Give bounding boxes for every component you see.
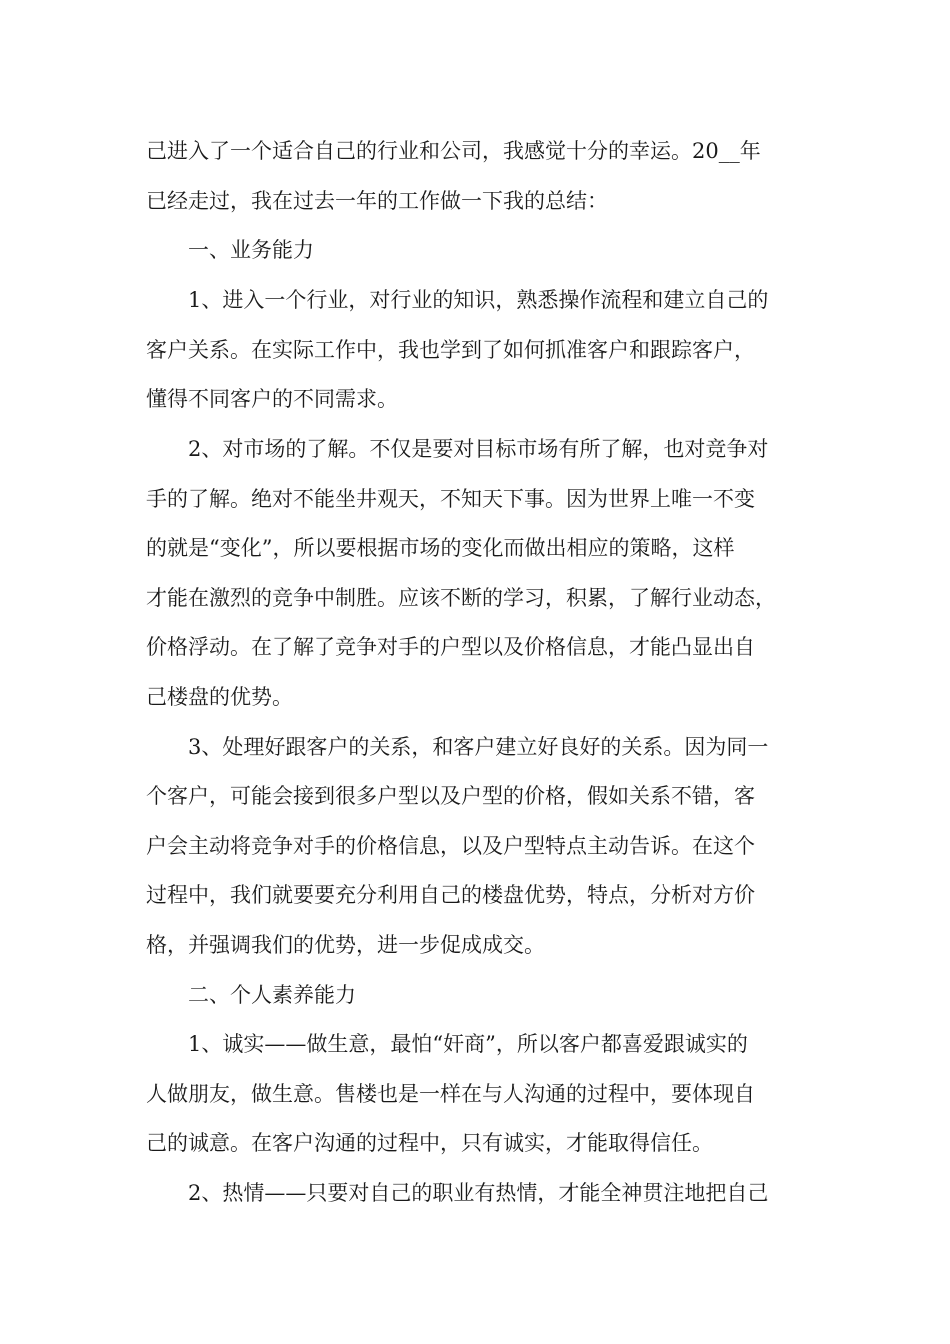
text-line: 1、诚实——做生意，最怕“奸商”，所以客户都喜爱跟诚实的 <box>188 1032 748 1056</box>
text-line: 2、热情——只要对自己的职业有热情，才能全神贯注地把自己 <box>188 1181 769 1205</box>
text-line: 的就是“变化”，所以要根据市场的变化而做出相应的策略，这样 <box>146 536 735 560</box>
text-line: 2、对市场的了解。不仅是要对目标市场有所了解，也对竞争对 <box>188 437 769 461</box>
section-heading: 一、业务能力 <box>188 238 314 262</box>
text-line: 户会主动将竞争对手的价格信息，以及户型特点主动告诉。在这个 <box>146 834 755 858</box>
text-line: 过程中，我们就要要充分利用自己的楼盘优势，特点，分析对方价 <box>146 883 755 907</box>
text-line: 己的诚意。在客户沟通的过程中，只有诚实，才能取得信任。 <box>146 1131 713 1155</box>
text-line: 格，并强调我们的优势，进一步促成成交。 <box>146 933 545 957</box>
text-line: 1、进入一个行业，对行业的知识，熟悉操作流程和建立自己的 <box>188 288 769 312</box>
text-line: 懂得不同客户的不同需求。 <box>146 387 398 411</box>
text-line: 己楼盘的优势。 <box>146 685 293 709</box>
section-heading: 二、个人素养能力 <box>188 983 356 1007</box>
text-line: 个客户，可能会接到很多户型以及户型的价格，假如关系不错，客 <box>146 784 755 808</box>
text-line: 人做朋友，做生意。售楼也是一样在与人沟通的过程中，要体现自 <box>146 1082 755 1106</box>
text-line: 3、处理好跟客户的关系，和客户建立好良好的关系。因为同一 <box>188 735 769 759</box>
text-line: 手的了解。绝对不能坐井观天，不知天下事。因为世界上唯一不变 <box>146 487 755 511</box>
text-line: 客户关系。在实际工作中，我也学到了如何抓准客户和跟踪客户， <box>146 338 755 362</box>
text-line: 才能在激烈的竞争中制胜。应该不断的学习，积累，了解行业动态， <box>146 586 776 610</box>
text-line: 价格浮动。在了解了竞争对手的户型以及价格信息，才能凸显出自 <box>146 635 755 659</box>
text-line: 己进入了一个适合自己的行业和公司，我感觉十分的幸运。20__年 <box>146 139 761 163</box>
text-line: 已经走过，我在过去一年的工作做一下我的总结： <box>146 189 608 213</box>
